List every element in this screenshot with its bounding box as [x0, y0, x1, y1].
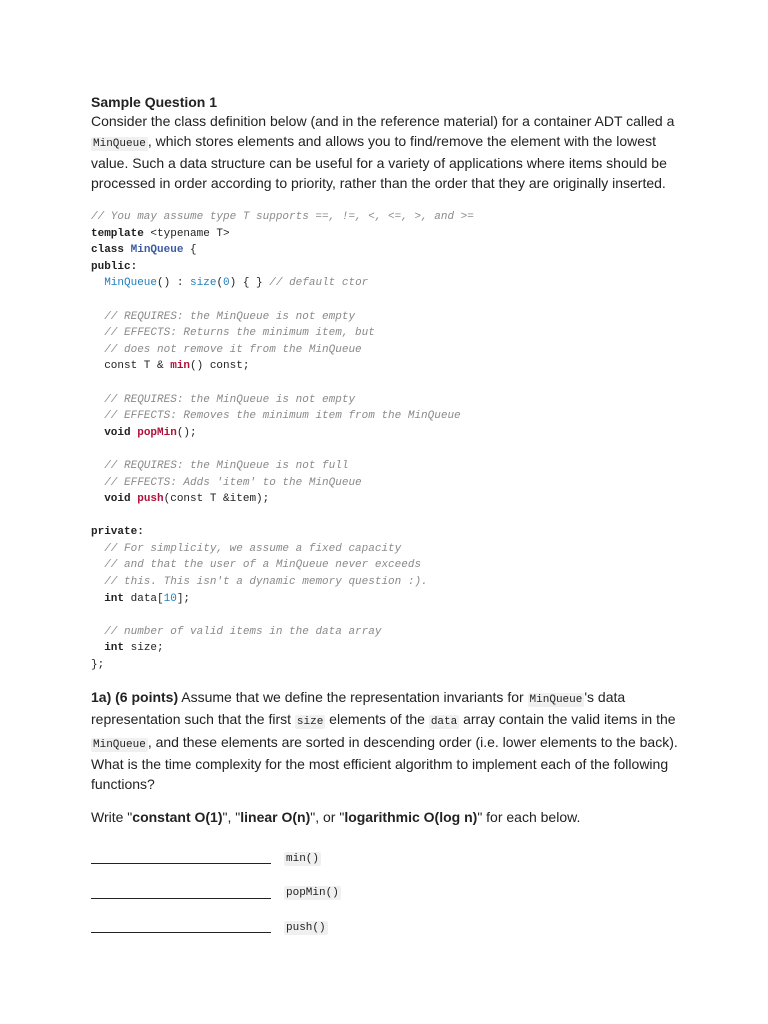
code-comment: // EFFECTS: Adds 'item' to the MinQueue	[104, 476, 362, 489]
code-comment: // this. This isn't a dynamic memory question :).	[104, 576, 428, 589]
question-text: Assume that we define the representation invariants for	[178, 688, 528, 705]
question-inline-code: MinQueue	[93, 738, 146, 751]
code-comment: // REQUIRES: the MinQueue is not empty	[104, 393, 356, 406]
question-inline-code: data	[430, 716, 458, 729]
question-1a-paragraph	[91, 688, 691, 795]
code-access-specifier: public:	[91, 260, 138, 273]
question-inline-code: size	[296, 716, 324, 729]
option-constant: constant O(1)	[132, 809, 223, 826]
instruction-line	[91, 808, 691, 828]
answer-label-min: min()	[286, 852, 320, 865]
code-text: data[	[124, 592, 164, 605]
answer-row-min	[91, 842, 691, 877]
code-text: size;	[124, 642, 164, 655]
question-text: , and these elements are sorted in descending order (i.e. lower elements to the back). What is the time complexity for the most efficient algorithm to implement each of the following functions?	[91, 733, 678, 792]
intro-inline-code: MinQueue	[93, 137, 146, 150]
code-comment: // and that the user of a MinQueue never exceeds	[104, 559, 422, 572]
code-comment: // number of valid items in the data array	[104, 625, 382, 638]
code-text: ) { }	[229, 277, 270, 290]
code-keyword: void	[104, 493, 131, 506]
answer-blank-min[interactable]	[91, 863, 271, 864]
instruction-text: ", "	[222, 809, 241, 826]
code-comment: // For simplicity, we assume a fixed capacity	[104, 542, 402, 555]
code-keyword: int	[104, 592, 125, 605]
code-keyword: void	[104, 426, 131, 439]
document-content	[91, 92, 691, 945]
option-logarithmic: logarithmic O(log n)	[344, 809, 478, 826]
answer-label-popmin: popMin()	[286, 887, 339, 900]
code-comment: // EFFECTS: Removes the minimum item from the MinQueue	[104, 410, 461, 423]
answer-row-push	[91, 911, 691, 946]
code-number: 10	[163, 592, 177, 605]
code-comment: // REQUIRES: the MinQueue is not full	[104, 459, 349, 472]
intro-text-1: Consider the class definition below (and in the reference material) for a container ADT called a	[91, 113, 675, 129]
code-text: () :	[157, 277, 191, 290]
instruction-text: ", or "	[310, 809, 345, 826]
answer-blank-popmin[interactable]	[91, 898, 271, 899]
question-text: 's data representation such that the first	[91, 688, 626, 728]
question-heading: Sample Question 1	[91, 94, 218, 110]
code-comment: // REQUIRES: the MinQueue is not empty	[104, 310, 356, 323]
code-text: };	[91, 659, 105, 672]
instruction-text: Write "	[91, 809, 133, 826]
instruction-text: " for each below.	[477, 809, 581, 826]
code-comment: // EFFECTS: Returns the minimum item, but	[104, 327, 375, 340]
intro-text-2: , which stores elements and allows you to find/remove the element with the lowest value. Such a data structure can be useful for a variety of applications where items should be processed in order according to priority, rather than the order that they are originally inserted.	[91, 132, 667, 191]
code-text: (const T &item);	[163, 493, 270, 506]
code-text: () const;	[190, 360, 250, 373]
question-text: elements of the	[325, 711, 429, 728]
code-text: (	[216, 277, 224, 290]
code-text: ];	[176, 592, 191, 605]
code-text: const T &	[104, 360, 171, 373]
code-keyword: template	[91, 227, 144, 240]
code-access-specifier: private:	[91, 526, 144, 539]
intro-paragraph	[91, 112, 691, 193]
question-text: array contain the valid items in the	[459, 711, 676, 728]
answer-label-push: push()	[286, 921, 326, 934]
question-label: 1a) (6 points)	[91, 688, 179, 705]
question-inline-code: MinQueue	[529, 693, 583, 706]
code-function-name: min	[170, 360, 191, 373]
answer-list	[91, 842, 691, 946]
code-keyword: int	[104, 642, 125, 655]
code-function-name: popMin	[137, 426, 177, 439]
answer-row-popmin	[91, 876, 691, 911]
code-block	[91, 209, 691, 674]
code-text: ();	[176, 426, 197, 439]
code-keyword: class	[91, 244, 125, 257]
code-member-name: size	[190, 277, 217, 290]
option-linear: linear O(n)	[240, 809, 311, 826]
answer-blank-push[interactable]	[91, 932, 271, 933]
code-ctor-name: MinQueue	[104, 277, 158, 290]
code-comment: // does not remove it from the MinQueue	[104, 343, 362, 356]
code-number: 0	[223, 277, 230, 290]
code-text: {	[183, 244, 197, 257]
code-function-name: push	[137, 493, 164, 506]
code-comment: // default ctor	[269, 277, 369, 290]
code-text: <typename T>	[143, 227, 230, 240]
code-class-name: MinQueue	[130, 244, 184, 257]
code-comment: // You may assume type T supports ==, !=, <, <=, >, and >=	[91, 211, 474, 223]
